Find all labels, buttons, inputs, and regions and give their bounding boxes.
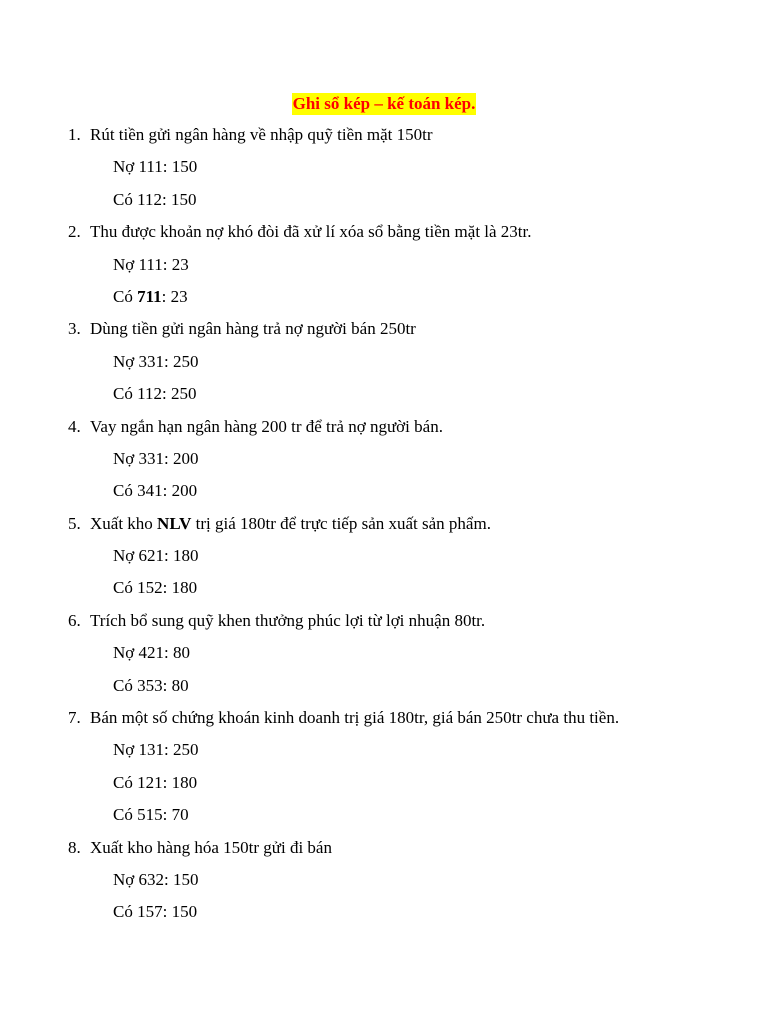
entry-amount: : 23	[161, 286, 188, 306]
item-number: 3.	[68, 319, 81, 339]
entry-account: Có 112	[113, 189, 162, 209]
entry-amount: : 150	[162, 157, 198, 177]
journal-entry	[68, 480, 748, 512]
entry-account: Nợ 621	[113, 546, 165, 566]
entry-account: Có 157	[113, 902, 163, 922]
item-text: Xuất kho hàng hóa 150tr gửi đi bán	[90, 837, 332, 857]
entry-amount: : 80	[162, 675, 189, 695]
document-content	[68, 124, 748, 934]
journal-entry	[68, 869, 748, 901]
entry-amount: : 80	[164, 643, 191, 663]
item-text: Vay ngắn hạn ngân hàng 200 tr để trả nợ người bán.	[90, 416, 443, 436]
entry-amount: : 180	[162, 772, 198, 792]
entry-account: Nợ 632	[113, 869, 165, 889]
entry-account: Có 121	[113, 772, 163, 792]
entry-account-bold: 711	[137, 286, 162, 306]
list-item	[68, 837, 748, 869]
item-text: Dùng tiền gửi ngân hàng trả nợ người bán 250tr	[90, 319, 416, 339]
item-text: Rút tiền gửi ngân hàng về nhập quỹ tiền mặt 150tr	[90, 125, 433, 144]
journal-entry	[68, 772, 748, 804]
list-item	[68, 124, 748, 156]
item-text-bold: NLV	[157, 513, 192, 533]
journal-entry	[68, 156, 748, 188]
list-item	[68, 318, 748, 350]
item-text: Xuất kho	[90, 513, 158, 533]
item-number: 6.	[68, 610, 81, 630]
entry-account: Nợ 421	[113, 643, 165, 663]
item-number: 4.	[68, 416, 81, 436]
journal-entry	[68, 286, 748, 318]
item-text: Trích bổ sung quỹ khen thưởng phúc lợi từ lợi nhuận 80tr.	[90, 610, 486, 630]
journal-entry	[68, 577, 748, 609]
title-wrapper	[0, 93, 768, 115]
entry-amount: : 70	[162, 805, 189, 825]
list-item	[68, 707, 748, 739]
item-number: 5.	[68, 513, 81, 533]
entry-amount: : 180	[162, 578, 198, 598]
journal-entry	[68, 804, 748, 836]
item-number: 2.	[68, 222, 81, 242]
entry-amount: : 150	[161, 189, 197, 209]
journal-entry	[68, 351, 748, 383]
item-text-rest: trị giá 180tr để trực tiếp sản xuất sản phẩm.	[191, 513, 491, 533]
entry-amount: : 250	[161, 384, 197, 404]
entry-amount: : 150	[164, 869, 199, 889]
journal-entry	[68, 189, 748, 221]
journal-entry	[68, 383, 748, 415]
entry-amount: : 180	[164, 546, 199, 566]
entry-account: Nợ 131	[113, 740, 165, 760]
entry-amount: : 200	[164, 448, 199, 468]
journal-entry	[68, 254, 748, 286]
list-item	[68, 513, 748, 545]
entry-amount: : 200	[162, 481, 198, 501]
entry-account: Có 341	[113, 481, 163, 501]
journal-entry	[68, 675, 748, 707]
entry-account: Có 515	[113, 805, 163, 825]
journal-entry	[68, 901, 748, 933]
entry-account: Nợ 111	[113, 157, 163, 177]
entry-account: Có	[113, 286, 138, 306]
item-text: Bán một số chứng khoán kinh doanh trị giá 180tr, giá bán 250tr chưa thu tiền.	[90, 708, 620, 728]
entry-amount: : 250	[164, 351, 199, 371]
entry-account: Nợ 331	[113, 351, 165, 371]
entry-amount: : 150	[162, 902, 198, 922]
entry-account: Nợ 111	[113, 254, 163, 274]
journal-entry	[68, 642, 748, 674]
entry-account: Có 112	[113, 384, 162, 404]
entry-amount: : 250	[164, 740, 199, 760]
entry-account: Có 353	[113, 675, 163, 695]
journal-entry	[68, 739, 748, 771]
item-text: Thu được khoản nợ khó đòi đã xử lí xóa sổ bằng tiền mặt là 23tr.	[90, 222, 532, 242]
entry-account: Nợ 331	[113, 448, 165, 468]
journal-entry	[68, 448, 748, 480]
list-item	[68, 416, 748, 448]
entry-account: Có 152	[113, 578, 163, 598]
item-number: 8.	[68, 837, 81, 857]
item-number: 7.	[68, 708, 81, 728]
document-title: Ghi sổ kép – kế toán kép.	[292, 94, 476, 113]
list-item	[68, 221, 748, 253]
journal-entry	[68, 545, 748, 577]
entry-amount: : 23	[162, 254, 189, 274]
list-item	[68, 610, 748, 642]
item-number: 1.	[68, 125, 81, 144]
